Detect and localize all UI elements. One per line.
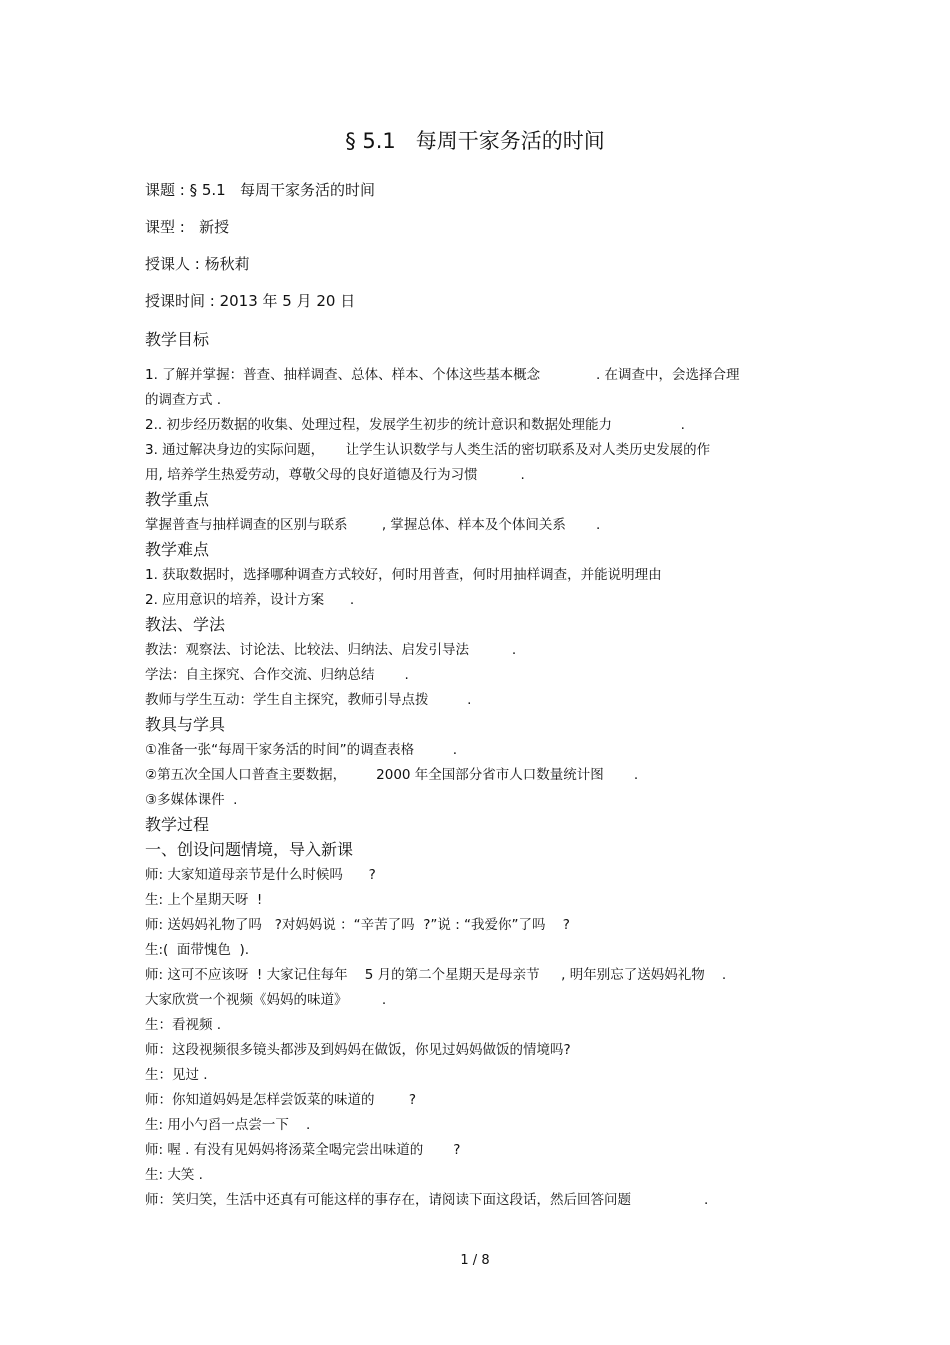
- page-number: 1 / 8: [460, 1253, 490, 1268]
- dialogue-line: 生: 大笑 .: [145, 1167, 203, 1183]
- goal-line: 3. 通过解决身边的实际问题， 让学生认识数学与人类生活的密切联系及对人类历史发展的作: [145, 442, 711, 458]
- dialogue-line: 生: 上个星期天呀 !: [145, 892, 263, 908]
- goal-line: 的调查方式 .: [145, 392, 222, 408]
- dialogue-line: 师: 喔 . 有没有见妈妈将汤菜全喝完尝出味道的 ?: [145, 1142, 461, 1158]
- difficulty-line: 1. 获取数据时，选择哪种调查方式较好，何时用普查，何时用抽样调查，并能说明理由: [145, 567, 662, 583]
- field-time: 授课时间 : 2013 年 5 月 20 日: [145, 292, 356, 310]
- dialogue-line: 生: 用小勺舀一点尝一下 .: [145, 1117, 311, 1133]
- field-teacher: 授课人 : 杨秋莉: [145, 255, 250, 273]
- field-subject: 课题 : § 5.1 每周干家务活的时间: [145, 181, 376, 199]
- section-heading-tools: 教具与学具: [145, 715, 226, 734]
- method-line: 教法：观察法、讨论法、比较法、归纳法、启发引导法 .: [145, 642, 517, 658]
- tool-line: ③多媒体课件 .: [145, 792, 238, 808]
- tool-line: ①准备一张“每周干家务活的时间”的调查表格 .: [145, 742, 458, 758]
- dialogue-line: 师：笑归笑，生活中还真有可能这样的事存在，请阅读下面这段话，然后回答问题 .: [145, 1192, 709, 1208]
- goal-line: 1. 了解并掌握：普查、抽样调查、总体、样本、个体这些基本概念 . 在调查中，会选择合理: [145, 367, 740, 383]
- section-heading-key-points: 教学重点: [145, 490, 210, 509]
- key-point-line: 掌握普查与抽样调查的区别与联系 , 掌握总体、样本及个体间关系 .: [145, 517, 601, 533]
- dialogue-line: 师: 大家知道母亲节是什么时候吗 ?: [145, 867, 376, 883]
- field-type: 课型 : 新授: [145, 218, 230, 236]
- section-heading-goals: 教学目标: [145, 330, 210, 349]
- dialogue-line: 生：看视频 .: [145, 1017, 222, 1033]
- section-heading-process: 教学过程: [145, 815, 210, 834]
- dialogue-line: 师: 这可不应该呀 ! 大家记住每年 5 月的第二个星期天是母亲节 , 明年别忘了送妈妈礼物 .: [145, 967, 727, 983]
- dialogue-line: 生：见过 .: [145, 1067, 208, 1083]
- dialogue-line: 师：你知道妈妈是怎样尝饭菜的味道的 ?: [145, 1092, 416, 1108]
- goal-line: 用, 培养学生热爱劳动，尊敬父母的良好道德及行为习惯 .: [145, 467, 525, 483]
- section-heading-methods: 教法、学法: [145, 615, 226, 634]
- method-line: 教师与学生互动：学生自主探究，教师引导点拨 .: [145, 692, 472, 708]
- dialogue-line: 师：这段视频很多镜头都涉及到妈妈在做饭，你见过妈妈做饭的情境吗?: [145, 1042, 571, 1058]
- document-title: § 5.1 每周干家务活的时间: [345, 129, 605, 153]
- dialogue-line: 师: 送妈妈礼物了吗 ?对妈妈说 ：“辛苦了吗 ?”说 : “我爱你”了吗 ?: [145, 917, 570, 933]
- tool-line: ②第五次全国人口普查主要数据， 2000 年全国部分省市人口数量统计图 .: [145, 767, 639, 783]
- difficulty-line: 2. 应用意识的培养，设计方案 .: [145, 592, 355, 608]
- section-heading-difficulties: 教学难点: [145, 540, 210, 559]
- goal-line: 2.. 初步经历数据的收集、处理过程，发展学生初步的统计意识和数据处理能力 .: [145, 417, 685, 433]
- dialogue-line: 大家欣赏一个视频《妈妈的味道》 .: [145, 992, 387, 1008]
- dialogue-line: 生:( 面带愧色 ).: [145, 942, 250, 958]
- process-subheading: 一、创设问题情境，导入新课: [145, 840, 354, 859]
- method-line: 学法：自主探究、合作交流、归纳总结 .: [145, 667, 409, 683]
